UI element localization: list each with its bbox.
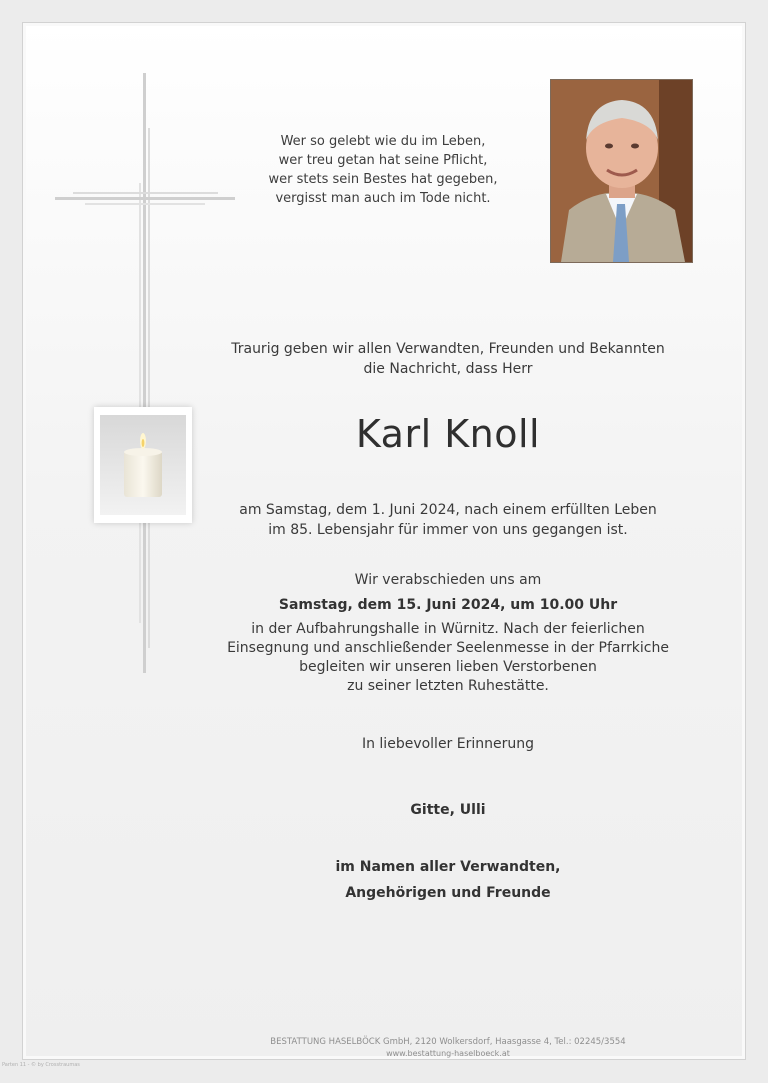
intro-text — [223, 339, 673, 379]
poem-line: vergisst man auch im Tode nicht. — [275, 191, 491, 206]
footer-website: www.bestattung-haselboeck.at — [386, 1049, 510, 1058]
farewell-text: Wir verabschieden uns am — [354, 572, 542, 588]
intro-line: Traurig geben wir allen Verwandten, Freunden und Bekannten — [231, 341, 665, 357]
deceased-name: Karl Knoll — [355, 412, 541, 456]
relatives-line: Angehörigen und Freunde — [345, 885, 551, 901]
death-line: am Samstag, dem 1. Juni 2024, nach einem erfüllten Leben — [239, 502, 657, 518]
death-notice — [223, 500, 673, 540]
poem-line: Wer so gelebt wie du im Leben, — [280, 134, 486, 149]
ceremony-line: Einsegnung und anschließender Seelenmesse in der Pfarrkiche — [227, 640, 669, 656]
relatives-text — [223, 854, 673, 906]
footer — [173, 1036, 723, 1060]
portrait-photo — [550, 79, 693, 263]
poem-line: wer treu getan hat seine Pflicht, — [278, 153, 488, 168]
memory-text: In liebevoller Erinnerung — [361, 736, 535, 752]
footer-address: BESTATTUNG HASELBÖCK GmbH, 2120 Wolkersdorf, Haasgasse 4, Tel.: 02245/3554 — [270, 1037, 626, 1047]
signature: Gitte, Ulli — [410, 802, 486, 818]
ceremony-line: zu seiner letzten Ruhestätte. — [347, 678, 549, 694]
obituary-card — [22, 22, 746, 1060]
candle-frame — [94, 407, 192, 523]
candle-icon — [100, 415, 186, 515]
poem-line: wer stets sein Bestes hat gegeben, — [268, 172, 498, 187]
ceremony-line: begleiten wir unseren lieben Verstorbenen — [299, 659, 597, 675]
funeral-date: Samstag, dem 15. Juni 2024, um 10.00 Uhr — [278, 597, 618, 613]
ceremony-details — [173, 620, 723, 696]
ceremony-line: in der Aufbahrungshalle in Würnitz. Nach der feierlichen — [251, 621, 645, 637]
watermark: Parten 11 - © by Crosstraumas — [2, 1062, 80, 1068]
relatives-line: im Namen aller Verwandten, — [335, 859, 561, 875]
memorial-poem — [253, 132, 513, 208]
intro-line: die Nachricht, dass Herr — [363, 361, 533, 377]
death-line: im 85. Lebensjahr für immer von uns gegangen ist. — [268, 522, 628, 538]
